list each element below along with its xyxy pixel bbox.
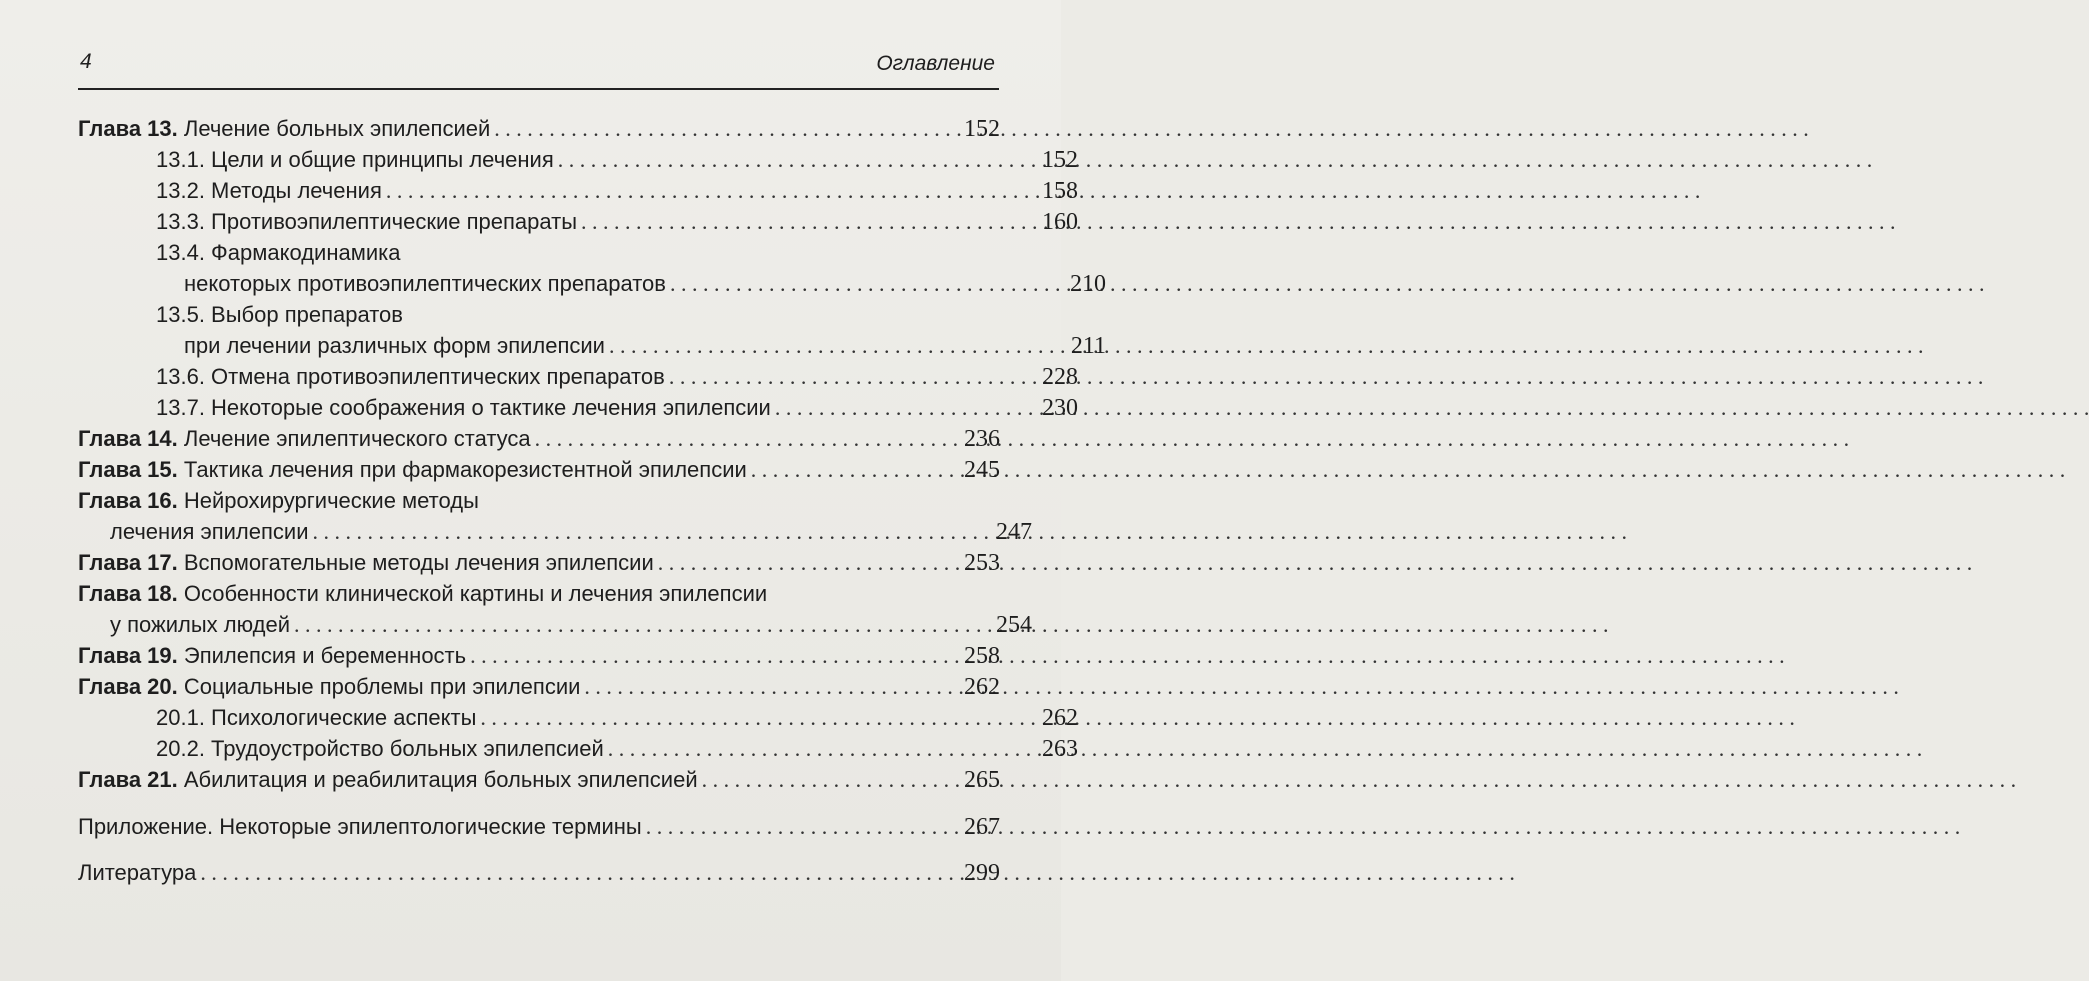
toc-page: 262	[1042, 705, 1078, 731]
toc-entry: Глава 14. Лечение эпилептического статуса . . . 236	[78, 424, 1000, 454]
toc-page: 258	[964, 643, 1000, 669]
toc-page: 210	[1070, 271, 1106, 297]
toc-page: 245	[964, 457, 1000, 483]
toc-entry: 13.3. Противоэпилептические препараты . . . 160	[78, 207, 1078, 237]
toc-page: 211	[1070, 333, 1106, 359]
toc-page: 254	[996, 612, 1032, 638]
toc-entry: у пожилых людей . . . 254	[78, 610, 1032, 640]
toc-entry: Глава 17. Вспомогательные методы лечения эпилепсии . . . 253	[78, 548, 1000, 578]
toc-page: 158	[1042, 178, 1078, 204]
toc-page: 263	[1042, 736, 1078, 762]
toc-entry: 13.1. Цели и общие принципы лечения . . . 152	[78, 145, 1078, 175]
toc-entry: 13.5. Выбор препаратов	[156, 302, 403, 327]
toc-page: 152	[964, 116, 1000, 142]
toc-entry: Литература . . . 299	[78, 858, 1000, 888]
toc-entry: Глава 18. Особенности клинической картины и лечения эпилепсии	[78, 581, 768, 606]
toc-entry: 20.2. Трудоустройство больных эпилепсией . . . 263	[78, 734, 1078, 764]
toc-entry: Глава 15. Тактика лечения при фармакорезистентной эпилепсии . . . 245	[78, 455, 1000, 485]
toc-page: 160	[1042, 209, 1078, 235]
toc-page: 228	[1042, 364, 1078, 390]
toc-entry: 13.2. Методы лечения . . . 158	[78, 176, 1078, 206]
toc-entry: лечения эпилепсии . . . 247	[78, 517, 1032, 547]
toc-page: 299	[964, 860, 1000, 886]
toc-entry: некоторых противоэпилептических препаратов . . . 210	[78, 269, 1106, 299]
toc-entry: при лечении различных форм эпилепсии . . . 211	[78, 331, 1106, 361]
toc-page: 230	[1042, 395, 1078, 421]
toc-page: 247	[996, 519, 1032, 545]
toc-page: 267	[964, 814, 1000, 840]
toc-entry: 13.4. Фармакодинамика	[156, 240, 401, 265]
toc-entry: Глава 19. Эпилепсия и беременность . . . 258	[78, 641, 1000, 671]
toc-page: 152	[1042, 147, 1078, 173]
toc-entry: 13.6. Отмена противоэпилептических препаратов . . . 228	[78, 362, 1078, 392]
running-title: Оглавление	[876, 52, 995, 75]
toc-entry: 13.7. Некоторые соображения о тактике лечения эпилепсии . . . 230	[78, 393, 1078, 423]
toc-entry: Приложение. Некоторые эпилептологические термины . . . 267	[78, 812, 1000, 842]
page-header	[78, 44, 999, 90]
page-number: 4	[80, 50, 92, 73]
toc-entry: Глава 20. Социальные проблемы при эпилепсии . . . 262	[78, 672, 1000, 702]
toc-page: 265	[964, 767, 1000, 793]
toc-page: 236	[964, 426, 1000, 452]
toc-entry: 20.1. Психологические аспекты . . . 262	[78, 703, 1078, 733]
toc-entry: Глава 21. Абилитация и реабилитация больных эпилепсией . . . 265	[78, 765, 1000, 795]
toc-entry: Глава 16. Нейрохирургические методы	[78, 488, 479, 513]
toc-entry: Глава 13. Лечение больных эпилепсией . . . 152	[78, 114, 1000, 144]
toc-page: 253	[964, 550, 1000, 576]
toc-page: 262	[964, 674, 1000, 700]
